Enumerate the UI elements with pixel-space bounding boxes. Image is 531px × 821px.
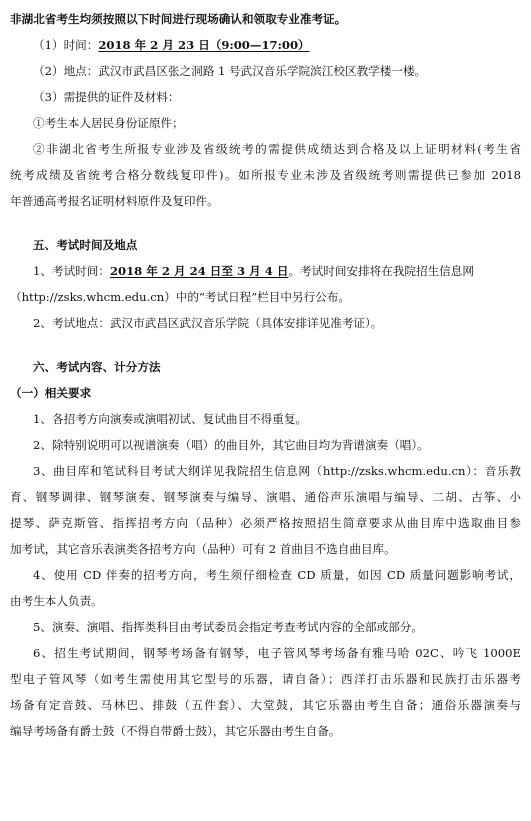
subsection-1-heading: （一）相关要求 xyxy=(10,386,92,400)
rule-4-line-2: 由考生本人负责。 xyxy=(10,594,103,608)
doc-item-1: ①考生本人居民身份证原件； xyxy=(33,116,184,130)
rule-6-line-3: 场备有定音鼓、马林巴、排鼓（五件套）、大堂鼓，其它乐器由考生自备；通俗乐器演奏与 xyxy=(10,698,521,712)
exam-time-line-2: （http://zsks.whcm.edu.cn）中的“考试日程”栏目中另行公布。 xyxy=(10,290,350,304)
rule-6-line-1: 6、招生考试期间，钢琴考场备有钢琴，电子管风琴考场备有雅马哈 02C、吟飞 1000E xyxy=(33,646,521,660)
rule-6-line-2: 型电子管风琴（如考生需使用其它型号的乐器，请自备）；西洋打击乐器和民族打击乐器考 xyxy=(10,672,521,686)
section-5-heading: 五、考试时间及地点 xyxy=(33,238,138,252)
exam-time-prefix: 1、考试时间： xyxy=(33,264,110,278)
rule-4-line-1: 4、使用 CD 伴奏的招考方向，考生须仔细检查 CD 质量，如因 CD 质量问题影响考试， xyxy=(33,568,521,582)
rule-6-line-4: 编导考场备有爵士鼓（不得自带爵士鼓），其它乐器由考生自备。 xyxy=(10,724,341,738)
rule-5: 5、演奏、演唱、指挥类科目由考试委员会指定考查考试内容的全部或部分。 xyxy=(33,620,423,634)
rule-3-line-1: 3、曲目库和笔试科目考试大纲详见我院招生信息网（http://zsks.whcm.edu.cn）：音乐教 xyxy=(33,464,521,478)
intro-text: 非湖北省考生均须按照以下时间进行现场确认和领取专业准考证。 xyxy=(10,12,347,26)
section-6-heading: 六、考试内容、计分方法 xyxy=(33,360,161,374)
rule-3-line-3: 提琴、萨克斯管、指挥招考方向（品种）必须严格按照招生简章要求从曲目库中选取曲目参 xyxy=(10,516,521,530)
spacer xyxy=(10,336,521,354)
confirm-time xyxy=(10,32,521,58)
confirm-time-label: （1）时间： xyxy=(33,38,99,52)
rule-1: 1、各招考方向演奏或演唱初试、复试曲目不得重复。 xyxy=(33,412,308,426)
confirm-time-value: 2018 年 2 月 23 日（9:00—17:00） xyxy=(98,38,310,52)
spacer xyxy=(10,214,521,232)
exam-time xyxy=(10,258,521,284)
rule-2: 2、除特别说明可以视谱演奏（唱）的曲目外，其它曲目均为背谱演奏（唱）。 xyxy=(33,438,429,452)
doc-item-2-line-2: 统考成绩及省统考合格分数线复印件)。如所报专业未涉及省级统考则需提供已参加 2018 xyxy=(10,168,521,182)
exam-time-suffix: 。考试时间安排将在我院招生信息网 xyxy=(288,264,474,278)
doc-item-2-line-1: ②非湖北省考生所报专业涉及省级统考的需提供成绩达到合格及以上证明材料(考生省 xyxy=(33,142,521,156)
rule-3-line-4: 加考试，其它音乐表演类各招考方向（品种）可有 2 首曲目不选自曲目库。 xyxy=(10,542,396,556)
exam-time-value: 2018 年 2 月 24 日至 3 月 4 日 xyxy=(109,264,289,278)
rule-3-line-2: 育、钢琴调律、钢琴演奏、钢琴演奏与编导、演唱、通俗声乐演唱与编导、二胡、古筝、小 xyxy=(10,490,521,504)
exam-place: 2、考试地点：武汉市武昌区武汉音乐学院（具体安排详见准考证）。 xyxy=(33,316,383,330)
doc-item-2-line-3: 年普通高考报名证明材料原件及复印件。 xyxy=(10,194,219,208)
docs-title: （3）需提供的证件及材料： xyxy=(33,90,180,104)
confirm-place: （2）地点：武汉市武昌区张之洞路 1 号武汉音乐学院滨江校区教学楼一楼。 xyxy=(33,64,427,78)
